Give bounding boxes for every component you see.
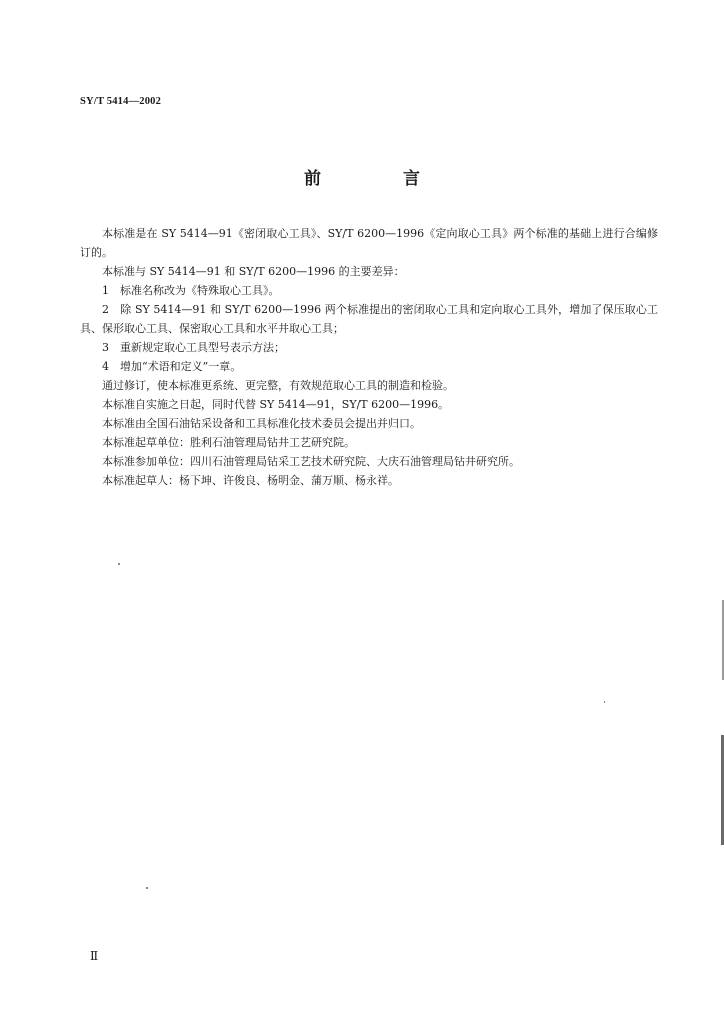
list-item-2: 2 除 SY 5414—91 和 SY/T 6200—1996 两个标准提出的密闭取心工具和定向取心工具外，增加了保压取心工具、保形取心工具、保密取心工具和水平井取心工具； xyxy=(80,303,658,335)
standard-code: SY/T 5414—2002 xyxy=(80,96,162,107)
paragraph-drafting-unit: 本标准起草单位：胜利石油管理局钻井工艺研究院。 xyxy=(102,436,355,449)
paragraph-participating-units: 本标准参加单位：四川石油管理局钻采工艺技术研究院、大庆石油管理局钻井研究所。 xyxy=(102,455,520,468)
paragraph-intro: 本标准是在 SY 5414—91《密闭取心工具》、SY/T 6200—1996《定向取心工具》两个标准的基础上进行合编修订的。 xyxy=(80,227,658,259)
list-item-1: 1 标准名称改为《特殊取心工具》。 xyxy=(102,284,280,297)
body-text xyxy=(80,224,658,490)
paragraph-replaces: 本标准自实施之日起，同时代替 SY 5414—91，SY/T 6200—1996。 xyxy=(102,398,450,411)
list-item-4: 4 增加“术语和定义”一章。 xyxy=(102,360,242,373)
page-number: Ⅱ xyxy=(90,949,99,963)
paragraph-drafters: 本标准起草人：杨下坤、许俊良、杨明金、蒲万顺、杨永祥。 xyxy=(102,474,399,487)
page-title: 前 言 xyxy=(304,169,458,189)
paragraph-purpose: 通过修订，使本标准更系统、更完整，有效规范取心工具的制造和检验。 xyxy=(102,379,454,392)
scan-speck xyxy=(118,563,120,565)
scan-speck xyxy=(604,701,605,703)
list-item-3: 3 重新规定取心工具型号表示方法； xyxy=(102,341,285,354)
scan-speck xyxy=(146,887,148,889)
paragraph-differences-lead: 本标准与 SY 5414—91 和 SY/T 6200—1996 的主要差异： xyxy=(102,265,405,278)
paragraph-proposed-by: 本标准由全国石油钻采设备和工具标准化技术委员会提出并归口。 xyxy=(102,417,421,430)
